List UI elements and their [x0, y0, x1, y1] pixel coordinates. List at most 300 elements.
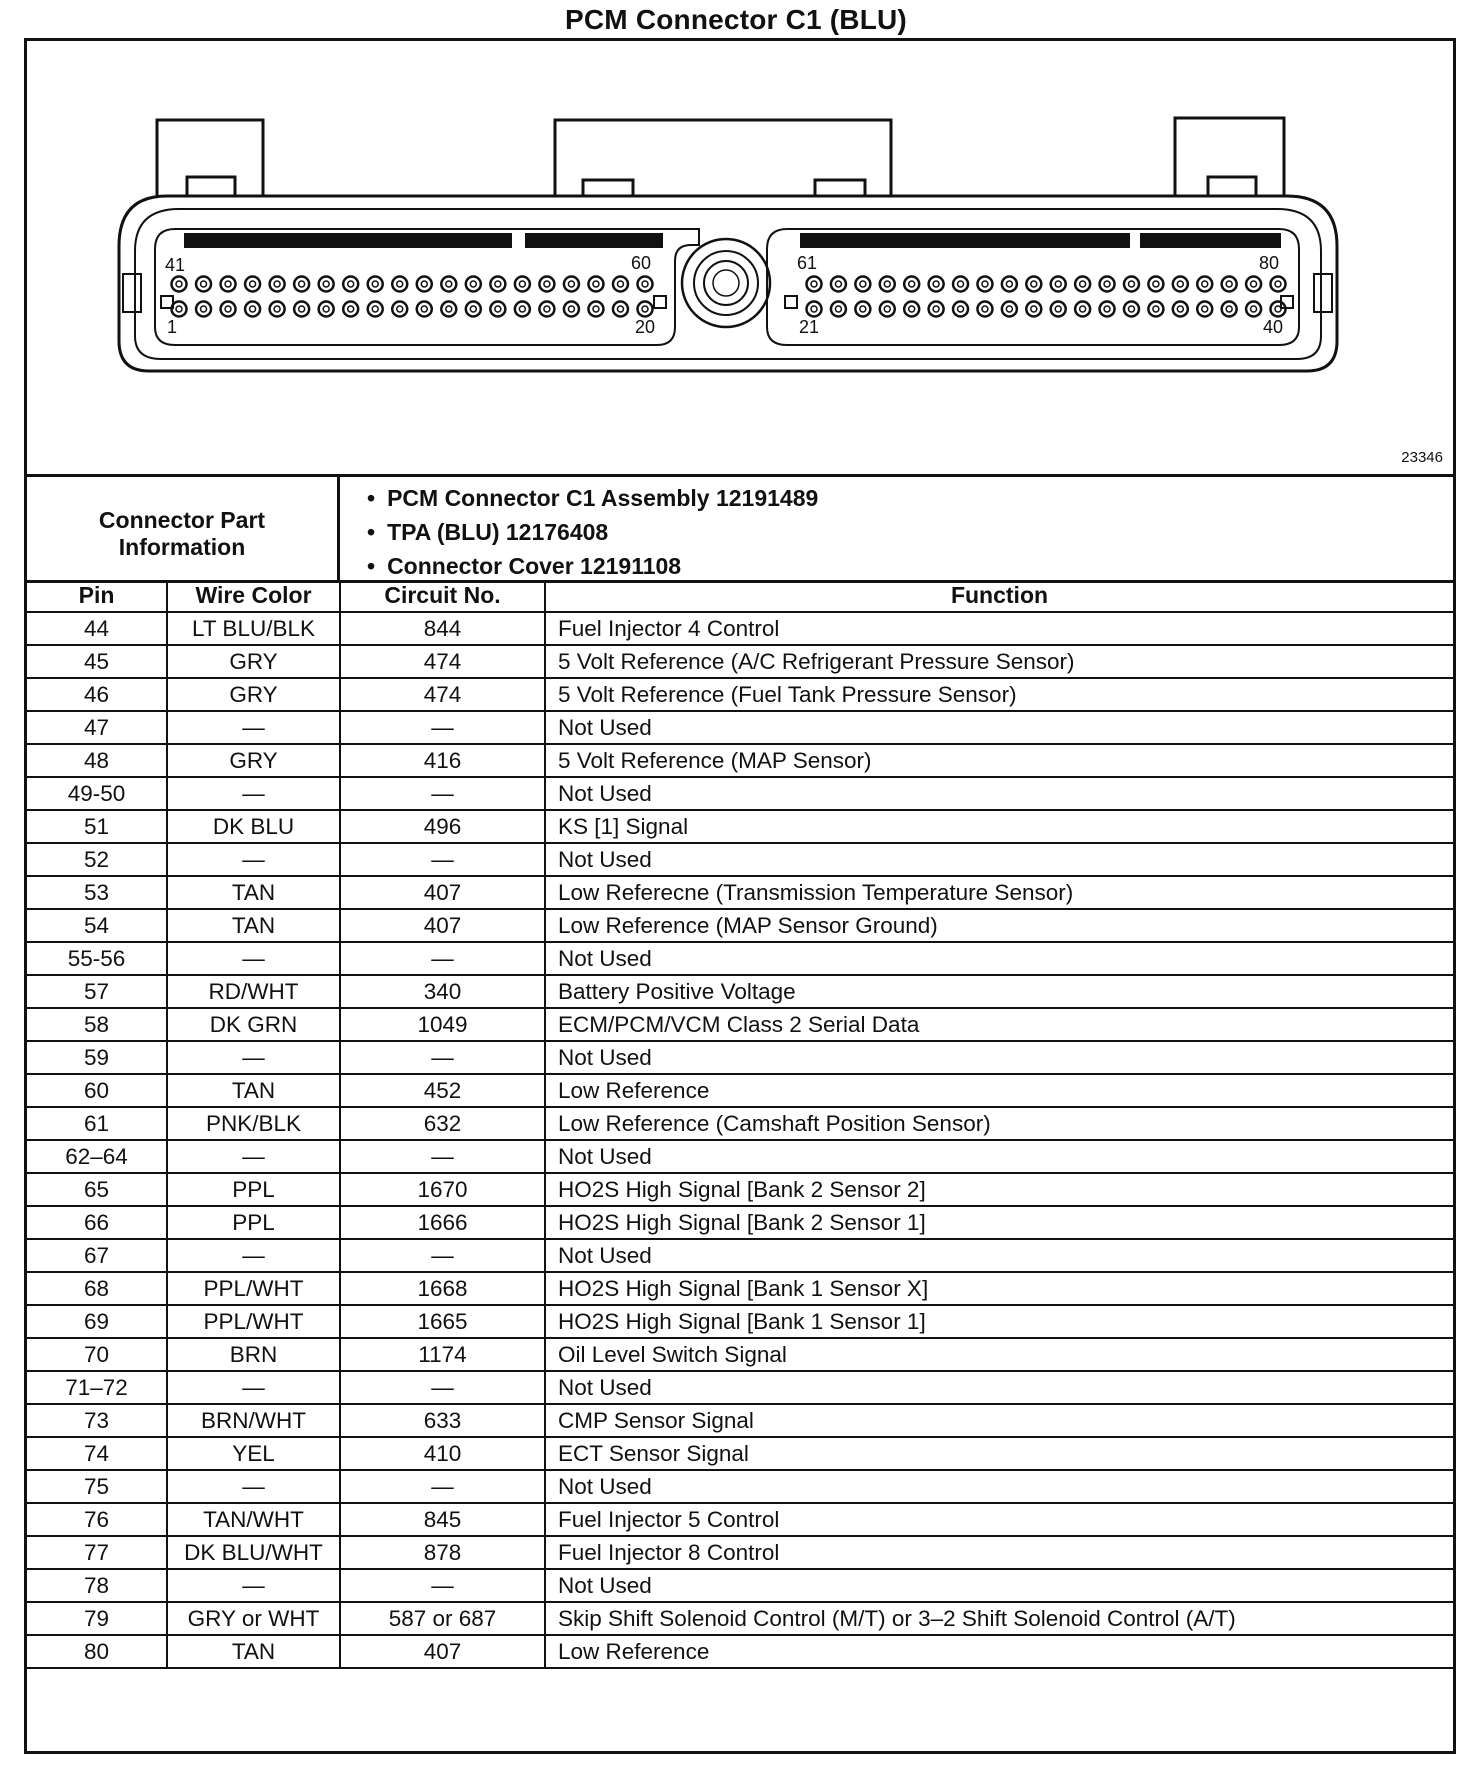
pin-hole-7	[319, 302, 334, 317]
circuit-cell: 407	[340, 1635, 545, 1668]
pin-cell: 78	[27, 1569, 167, 1602]
circuit-cell: 1666	[340, 1206, 545, 1239]
circuit-cell: 844	[340, 612, 545, 645]
pin-hole-center-25	[909, 306, 915, 312]
pin-hole-center-31	[1055, 306, 1061, 312]
pin-cell: 74	[27, 1437, 167, 1470]
function-cell: Low Reference (MAP Sensor Ground)	[545, 909, 1453, 942]
mid-left-key-square	[654, 296, 666, 308]
pin-cell: 54	[27, 909, 167, 942]
pin-hole-center-55	[519, 281, 525, 287]
pin-hole-center-63	[860, 281, 866, 287]
pin-hole-76	[1173, 277, 1188, 292]
header-circuit-no: Circuit No.	[340, 580, 545, 612]
pin-hole-18	[588, 302, 603, 317]
pin-hole-8	[343, 302, 358, 317]
pin-hole-center-34	[1128, 306, 1134, 312]
pin-cell: 61	[27, 1107, 167, 1140]
pin-hole-center-57	[568, 281, 574, 287]
pin-hole-27	[953, 302, 968, 317]
connector-face-drawing	[27, 41, 1453, 474]
function-cell: Low Reference	[545, 1635, 1453, 1668]
circuit-cell: 845	[340, 1503, 545, 1536]
pin-hole-center-18	[593, 306, 599, 312]
pin-cell: 80	[27, 1635, 167, 1668]
pin-hole-71	[1051, 277, 1066, 292]
function-cell: Fuel Injector 5 Control	[545, 1503, 1453, 1536]
function-cell: HO2S High Signal [Bank 1 Sensor 1]	[545, 1305, 1453, 1338]
wire-color-cell: PPL/WHT	[167, 1272, 340, 1305]
pin-hole-75	[1148, 277, 1163, 292]
pin-hole-47	[319, 277, 334, 292]
center-latch-block	[555, 120, 891, 196]
function-cell: Skip Shift Solenoid Control (M/T) or 3–2 Shift Solenoid Control (A/T)	[545, 1602, 1453, 1635]
function-cell: Oil Level Switch Signal	[545, 1338, 1453, 1371]
pin-hole-66	[929, 277, 944, 292]
pin-hole-12	[441, 302, 456, 317]
pin-cell: 58	[27, 1008, 167, 1041]
pin-hole-center-36	[1177, 306, 1183, 312]
circuit-cell: —	[340, 1470, 545, 1503]
pin-cell: 67	[27, 1239, 167, 1272]
function-cell: Not Used	[545, 777, 1453, 810]
pin-hole-30	[1026, 302, 1041, 317]
pin-cell: 70	[27, 1338, 167, 1371]
pin-hole-13	[466, 302, 481, 317]
function-cell: HO2S High Signal [Bank 2 Sensor 1]	[545, 1206, 1453, 1239]
circuit-cell: 878	[340, 1536, 545, 1569]
center-post-inner	[704, 261, 748, 305]
function-cell: HO2S High Signal [Bank 1 Sensor X]	[545, 1272, 1453, 1305]
pin-hole-center-48	[348, 281, 354, 287]
pin-label-61: 61	[797, 253, 818, 273]
pin-hole-69	[1002, 277, 1017, 292]
table-row	[27, 777, 1453, 810]
pin-hole-70	[1026, 277, 1041, 292]
pin-hole-15	[515, 302, 530, 317]
right-seal-bar-long	[800, 233, 1130, 248]
pin-hole-28	[977, 302, 992, 317]
wire-color-cell: —	[167, 1470, 340, 1503]
function-cell: Low Reference (Camshaft Position Sensor)	[545, 1107, 1453, 1140]
pin-hole-center-2	[201, 306, 207, 312]
table-row	[27, 711, 1453, 744]
pin-hole-6	[294, 302, 309, 317]
pin-hole-center-28	[982, 306, 988, 312]
pin-hole-center-52	[446, 281, 452, 287]
function-cell: KS [1] Signal	[545, 810, 1453, 843]
pin-hole-center-64	[884, 281, 890, 287]
figure-id: 23346	[1401, 449, 1443, 466]
pin-hole-center-56	[544, 281, 550, 287]
pin-hole-center-73	[1104, 281, 1110, 287]
pin-hole-31	[1051, 302, 1066, 317]
pin-hole-center-16	[544, 306, 550, 312]
pin-hole-32	[1075, 302, 1090, 317]
pin-hole-center-7	[323, 306, 329, 312]
connector-diagram	[27, 41, 1453, 477]
wire-color-cell: GRY	[167, 645, 340, 678]
left-seal-bar-long	[184, 233, 512, 248]
pin-hole-64	[880, 277, 895, 292]
function-cell: Low Reference	[545, 1074, 1453, 1107]
circuit-cell: —	[340, 1569, 545, 1602]
mid-right-key-square	[785, 296, 797, 308]
part-info-label-line1: Connector Part	[98, 507, 266, 534]
pin-cell: 75	[27, 1470, 167, 1503]
function-cell: HO2S High Signal [Bank 2 Sensor 2]	[545, 1173, 1453, 1206]
wire-color-cell: —	[167, 1239, 340, 1272]
pin-hole-center-68	[982, 281, 988, 287]
pin-hole-center-3	[225, 306, 231, 312]
part-info-label	[27, 477, 340, 580]
pin-hole-center-49	[372, 281, 378, 287]
pin-cell: 65	[27, 1173, 167, 1206]
pin-hole-22	[831, 302, 846, 317]
function-cell: Not Used	[545, 1371, 1453, 1404]
pin-hole-center-8	[348, 306, 354, 312]
pin-hole-center-21	[811, 306, 817, 312]
pin-hole-16	[539, 302, 554, 317]
wire-color-cell: TAN	[167, 1074, 340, 1107]
pin-hole-59	[613, 277, 628, 292]
left-seal-bar-short	[525, 233, 663, 248]
table-row	[27, 1569, 1453, 1602]
part-info-item: • TPA (BLU) 12176408	[367, 515, 818, 549]
pin-hole-63	[855, 277, 870, 292]
circuit-cell: 410	[340, 1437, 545, 1470]
pin-hole-center-15	[519, 306, 525, 312]
wire-color-cell: TAN/WHT	[167, 1503, 340, 1536]
part-info-item: • Connector Cover 12191108	[367, 549, 818, 583]
pin-hole-center-35	[1153, 306, 1159, 312]
table-row	[27, 1437, 1453, 1470]
pin-cell: 52	[27, 843, 167, 876]
table-row	[27, 1470, 1453, 1503]
pin-hole-center-77	[1202, 281, 1208, 287]
pin-hole-center-42	[201, 281, 207, 287]
pin-hole-74	[1124, 277, 1139, 292]
circuit-cell: 632	[340, 1107, 545, 1140]
right-latch-tower	[1175, 118, 1284, 196]
pin-hole-center-62	[835, 281, 841, 287]
pin-cell: 53	[27, 876, 167, 909]
function-cell: Not Used	[545, 711, 1453, 744]
function-cell: Not Used	[545, 942, 1453, 975]
pin-cell: 66	[27, 1206, 167, 1239]
pin-hole-center-14	[495, 306, 501, 312]
circuit-cell: —	[340, 1239, 545, 1272]
table-row	[27, 1107, 1453, 1140]
pin-cell: 76	[27, 1503, 167, 1536]
pin-hole-center-67	[958, 281, 964, 287]
wire-color-cell: RD/WHT	[167, 975, 340, 1008]
pin-hole-17	[564, 302, 579, 317]
pin-hole-center-29	[1006, 306, 1012, 312]
pin-hole-23	[855, 302, 870, 317]
pin-hole-46	[294, 277, 309, 292]
wire-color-cell: DK BLU	[167, 810, 340, 843]
circuit-cell: —	[340, 843, 545, 876]
wire-color-cell: YEL	[167, 1437, 340, 1470]
pin-hole-20	[638, 302, 653, 317]
function-cell: 5 Volt Reference (MAP Sensor)	[545, 744, 1453, 777]
pin-hole-33	[1100, 302, 1115, 317]
pin-hole-center-71	[1055, 281, 1061, 287]
pin-hole-center-65	[909, 281, 915, 287]
right-latch-tab	[1208, 177, 1256, 196]
wire-color-cell: PPL	[167, 1206, 340, 1239]
pin-hole-center-79	[1251, 281, 1257, 287]
part-info-label-line2: Information	[118, 533, 246, 560]
table-row	[27, 744, 1453, 777]
pin-hole-center-17	[568, 306, 574, 312]
pin-hole-41	[172, 277, 187, 292]
table-row	[27, 843, 1453, 876]
circuit-cell: 496	[340, 810, 545, 843]
pin-hole-48	[343, 277, 358, 292]
pin-cell: 68	[27, 1272, 167, 1305]
pin-hole-3	[221, 302, 236, 317]
wire-color-cell: GRY	[167, 744, 340, 777]
wire-color-cell: TAN	[167, 909, 340, 942]
table-row	[27, 1404, 1453, 1437]
pin-cell: 71–72	[27, 1371, 167, 1404]
wire-color-cell: TAN	[167, 1635, 340, 1668]
circuit-cell: —	[340, 1041, 545, 1074]
pin-hole-9	[368, 302, 383, 317]
pin-cell: 49-50	[27, 777, 167, 810]
table-row	[27, 678, 1453, 711]
circuit-cell: 633	[340, 1404, 545, 1437]
pin-hole-51	[417, 277, 432, 292]
pin-hole-center-12	[446, 306, 452, 312]
center-latch-tab-left	[583, 180, 633, 196]
pin-row-41-60	[172, 277, 653, 292]
function-cell: Not Used	[545, 843, 1453, 876]
table-row	[27, 1305, 1453, 1338]
wire-color-cell: —	[167, 942, 340, 975]
pin-hole-center-24	[884, 306, 890, 312]
pin-hole-center-13	[470, 306, 476, 312]
wire-color-cell: GRY	[167, 678, 340, 711]
circuit-cell: —	[340, 1140, 545, 1173]
pin-hole-center-74	[1128, 281, 1134, 287]
function-cell: CMP Sensor Signal	[545, 1404, 1453, 1437]
pin-table-header	[27, 580, 1453, 612]
table-row	[27, 1272, 1453, 1305]
pin-hole-45	[270, 277, 285, 292]
table-row	[27, 1041, 1453, 1074]
pin-hole-56	[539, 277, 554, 292]
pin-hole-80	[1271, 277, 1286, 292]
pin-hole-24	[880, 302, 895, 317]
wire-color-cell: —	[167, 843, 340, 876]
pin-hole-center-38	[1226, 306, 1232, 312]
circuit-cell: —	[340, 942, 545, 975]
wire-color-cell: —	[167, 1041, 340, 1074]
pin-cell: 60	[27, 1074, 167, 1107]
pin-hole-center-44	[250, 281, 256, 287]
circuit-cell: 1670	[340, 1173, 545, 1206]
pin-cell: 48	[27, 744, 167, 777]
center-post-outer	[682, 239, 770, 327]
pin-hole-49	[368, 277, 383, 292]
circuit-cell: 474	[340, 678, 545, 711]
center-post-core	[713, 270, 739, 296]
pin-hole-center-23	[860, 306, 866, 312]
pin-hole-center-9	[372, 306, 378, 312]
function-cell: ECT Sensor Signal	[545, 1437, 1453, 1470]
circuit-cell: —	[340, 1371, 545, 1404]
pin-cell: 47	[27, 711, 167, 744]
pin-hole-65	[904, 277, 919, 292]
pin-hole-42	[196, 277, 211, 292]
circuit-cell: 474	[340, 645, 545, 678]
table-row	[27, 1008, 1453, 1041]
pin-hole-center-19	[617, 306, 623, 312]
table-row	[27, 1140, 1453, 1173]
circuit-cell: 407	[340, 876, 545, 909]
function-cell: Fuel Injector 8 Control	[545, 1536, 1453, 1569]
pin-hole-center-30	[1031, 306, 1037, 312]
pin-table	[27, 580, 1453, 1669]
pin-hole-center-66	[933, 281, 939, 287]
pin-hole-52	[441, 277, 456, 292]
pin-cell: 45	[27, 645, 167, 678]
pin-label-41: 41	[165, 255, 186, 275]
function-cell: Not Used	[545, 1140, 1453, 1173]
pin-cell: 73	[27, 1404, 167, 1437]
left-latch-tab	[187, 177, 235, 196]
pin-hole-center-60	[642, 281, 648, 287]
circuit-cell: 452	[340, 1074, 545, 1107]
circuit-cell: 416	[340, 744, 545, 777]
function-cell: 5 Volt Reference (A/C Refrigerant Pressure Sensor)	[545, 645, 1453, 678]
wire-color-cell: LT BLU/BLK	[167, 612, 340, 645]
pin-label-21: 21	[799, 317, 820, 337]
pin-hole-50	[392, 277, 407, 292]
pin-hole-center-22	[835, 306, 841, 312]
pin-hole-43	[221, 277, 236, 292]
table-row	[27, 1074, 1453, 1107]
circuit-cell: 587 or 687	[340, 1602, 545, 1635]
right-seal-bar-short	[1140, 233, 1281, 248]
pin-hole-center-72	[1080, 281, 1086, 287]
wire-color-cell: PPL/WHT	[167, 1305, 340, 1338]
wire-color-cell: BRN/WHT	[167, 1404, 340, 1437]
pin-cell: 69	[27, 1305, 167, 1338]
wire-color-cell: DK BLU/WHT	[167, 1536, 340, 1569]
pin-label-1: 1	[167, 317, 178, 337]
pin-hole-2	[196, 302, 211, 317]
pin-hole-center-10	[397, 306, 403, 312]
pin-hole-54	[490, 277, 505, 292]
wire-color-cell: —	[167, 1569, 340, 1602]
pin-hole-center-59	[617, 281, 623, 287]
pin-cell: 77	[27, 1536, 167, 1569]
pin-hole-11	[417, 302, 432, 317]
pin-hole-58	[588, 277, 603, 292]
center-latch-tab-right	[815, 180, 865, 196]
pin-table-body	[27, 612, 1453, 1668]
connector-part-info	[27, 477, 1453, 583]
table-row	[27, 1602, 1453, 1635]
function-cell: Fuel Injector 4 Control	[545, 612, 1453, 645]
pin-hole-5	[270, 302, 285, 317]
pin-hole-25	[904, 302, 919, 317]
circuit-cell: 1665	[340, 1305, 545, 1338]
pin-cell: 44	[27, 612, 167, 645]
pin-hole-center-41	[176, 281, 182, 287]
connector-sheet	[24, 38, 1456, 1754]
wire-color-cell: BRN	[167, 1338, 340, 1371]
pin-cell: 51	[27, 810, 167, 843]
function-cell: Battery Positive Voltage	[545, 975, 1453, 1008]
circuit-cell: 407	[340, 909, 545, 942]
pin-hole-center-43	[225, 281, 231, 287]
circuit-cell: 340	[340, 975, 545, 1008]
circuit-cell: 1174	[340, 1338, 545, 1371]
pin-hole-67	[953, 277, 968, 292]
part-info-list	[367, 481, 818, 583]
pin-label-80: 80	[1259, 253, 1280, 273]
circuit-cell: 1668	[340, 1272, 545, 1305]
wire-color-cell: PPL	[167, 1173, 340, 1206]
pin-hole-4	[245, 302, 260, 317]
pin-hole-center-78	[1226, 281, 1232, 287]
pin-label-20: 20	[635, 317, 656, 337]
table-row	[27, 1371, 1453, 1404]
inner-shell	[135, 209, 1321, 359]
wire-color-cell: TAN	[167, 876, 340, 909]
header-pin: Pin	[27, 580, 167, 612]
pin-hole-77	[1197, 277, 1212, 292]
pin-hole-19	[613, 302, 628, 317]
pin-hole-61	[807, 277, 822, 292]
table-row	[27, 645, 1453, 678]
pin-hole-center-26	[933, 306, 939, 312]
pin-hole-26	[929, 302, 944, 317]
pin-hole-center-69	[1006, 281, 1012, 287]
header-function: Function	[545, 580, 1453, 612]
table-row	[27, 1536, 1453, 1569]
pin-hole-center-46	[299, 281, 305, 287]
pin-hole-68	[977, 277, 992, 292]
wire-color-cell: GRY or WHT	[167, 1602, 340, 1635]
pin-cell: 46	[27, 678, 167, 711]
pin-label-60: 60	[631, 253, 652, 273]
function-cell: ECM/PCM/VCM Class 2 Serial Data	[545, 1008, 1453, 1041]
pin-cell: 57	[27, 975, 167, 1008]
wire-color-cell: —	[167, 1140, 340, 1173]
pin-hole-center-33	[1104, 306, 1110, 312]
function-cell: Low Referecne (Transmission Temperature Sensor)	[545, 876, 1453, 909]
table-row	[27, 810, 1453, 843]
pin-hole-center-4	[250, 306, 256, 312]
table-row	[27, 1503, 1453, 1536]
pin-hole-57	[564, 277, 579, 292]
pin-hole-10	[392, 302, 407, 317]
pin-hole-center-39	[1251, 306, 1257, 312]
right-side-ear	[1314, 274, 1332, 312]
pin-hole-29	[1002, 302, 1017, 317]
wire-color-cell: DK GRN	[167, 1008, 340, 1041]
circuit-cell: —	[340, 711, 545, 744]
pin-cell: 55-56	[27, 942, 167, 975]
pin-row-21-40	[807, 302, 1286, 317]
pin-hole-center-45	[274, 281, 280, 287]
